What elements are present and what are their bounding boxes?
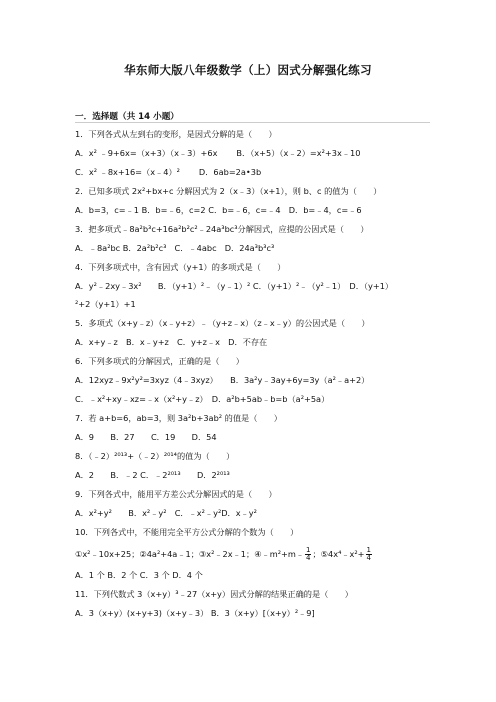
question-2-stem: 2．已知多项式 2x²+bx+c 分解因式为 2（x﹣3）（x+1），则 b、c 的值为（ ） xyxy=(75,186,382,196)
page-title: 华东师大版八年级数学（上）因式分解强化练习 xyxy=(124,63,372,77)
question-1-option-c: C．x² ﹣8x+16=（x﹣4）² xyxy=(75,167,180,177)
question-10-items xyxy=(75,546,373,562)
question-1-options-ab xyxy=(75,148,360,159)
question-3-stem: 3．把多项式﹣8a²b³c+16a²b²c²﹣24a³bc³分解因式，应提的公因式是（ ） xyxy=(75,224,369,234)
question-1-options-cd xyxy=(75,167,261,178)
question-9-stem: 9．下列各式中，能用平方差公式分解因式的是（ ） xyxy=(75,489,277,499)
question-4-stem: 4．下列多项式中，含有因式（y+1）的多项式是（ ） xyxy=(75,262,286,272)
question-10-items-1-to-4: ①x²﹣10x+25；②4a²+4a﹣1；③x²﹣2x﹣1；④ xyxy=(75,549,262,559)
question-7-stem: 7．若 a+b=6，ab=3，则 3a²b+3ab² 的值是（ ） xyxy=(75,413,282,423)
question-8-options: A．2 B．﹣2 C．﹣2²⁰¹³ D．2²⁰¹³ xyxy=(75,470,230,480)
fraction-one-quarter-2 xyxy=(366,547,372,562)
question-4-options: A．y²﹣2xy﹣3x² B．（y+1）²﹣（y﹣1）² C．（y+1）²﹣（y²﹣1） D．（y+1） xyxy=(75,281,394,291)
question-11-stem: 11．下列代数式 3（x+y）³﹣27（x+y）因式分解的结果正确的是（ ） xyxy=(75,589,353,599)
fraction-denominator: 4 xyxy=(306,554,311,562)
fraction-numerator: 1 xyxy=(306,546,311,554)
fraction-one-quarter xyxy=(305,547,311,562)
question-1-stem: 1．下列各式从左到右的变形，是因式分解的是（ ） xyxy=(75,129,277,139)
section-heading: 一．选择题（共 14 小题） xyxy=(75,112,179,122)
question-8-stem: 8．（﹣2）²⁰¹³+（﹣2）²⁰¹⁴的值为（ ） xyxy=(75,451,235,461)
question-6-options-ab: A．12xyz﹣9x²y²=3xyz（4﹣3xyz） B．3a²y﹣3ay+6y=3y（a²﹣a+2） xyxy=(75,375,370,385)
question-11-options: A．3（x+y）(x+y+3)（x+y﹣3） B．3（x+y）[（x+y）²﹣9] xyxy=(75,608,315,618)
fraction-numerator-2: 1 xyxy=(366,546,371,554)
question-9-options: A．x²+y² B．x²﹣y² C．﹣x²﹣y²D．x﹣y² xyxy=(75,508,257,518)
question-3-options: A．﹣8a²bc B．2a²b²c³ C．﹣4abc D．24a³b³c³ xyxy=(75,243,275,253)
question-2-options: A．b=3，c=﹣1 B．b=﹣6，c=2 C．b=﹣6，c=﹣4 D．b=﹣4，c=﹣6 xyxy=(75,205,362,215)
question-10-stem: 10．下列各式中，不能用完全平方公式分解的个数为（ ） xyxy=(75,527,299,537)
question-10-options: A．1 个 B．2 个 C．3 个 D．4 个 xyxy=(75,570,203,580)
fraction-denominator-2: 4 xyxy=(366,554,371,562)
question-7-options: A．9 B．27 C．19 D．54 xyxy=(75,432,217,442)
question-1-option-d: D．6ab=2a•3b xyxy=(198,167,262,177)
section-divider xyxy=(75,122,430,123)
question-6-options-cd: C．﹣x²+xy﹣xz=﹣x（x²+y﹣z） D．a²b+5ab﹣b=b（a²+5a） xyxy=(75,394,330,404)
question-5-options: A．x+y﹣z B．x﹣y+z C．y+z﹣x D．不存在 xyxy=(75,337,268,347)
question-10-item-5-expr: 4x⁴﹣x²+ xyxy=(328,549,365,559)
question-6-stem: 6．下列多项式的分解因式，正确的是（ ） xyxy=(75,356,244,366)
question-1-option-a: A．x² ﹣9+6x=（x+3）（x﹣3）+6x xyxy=(75,148,218,158)
question-1-option-b: B．（x+5）（x﹣2）=x²+3x﹣10 xyxy=(236,148,361,158)
question-10-item-4-expr: ﹣m²+m﹣ xyxy=(261,549,305,559)
question-5-stem: 5．多项式（x+y﹣z）（x﹣y+z）﹣（y+z﹣x）（z﹣x﹣y）的公因式是（ ） xyxy=(75,318,370,328)
question-10-item-5-marker: ；⑤ xyxy=(312,549,329,559)
question-4-options-continued: ²+2（y+1）+1 xyxy=(75,299,136,309)
